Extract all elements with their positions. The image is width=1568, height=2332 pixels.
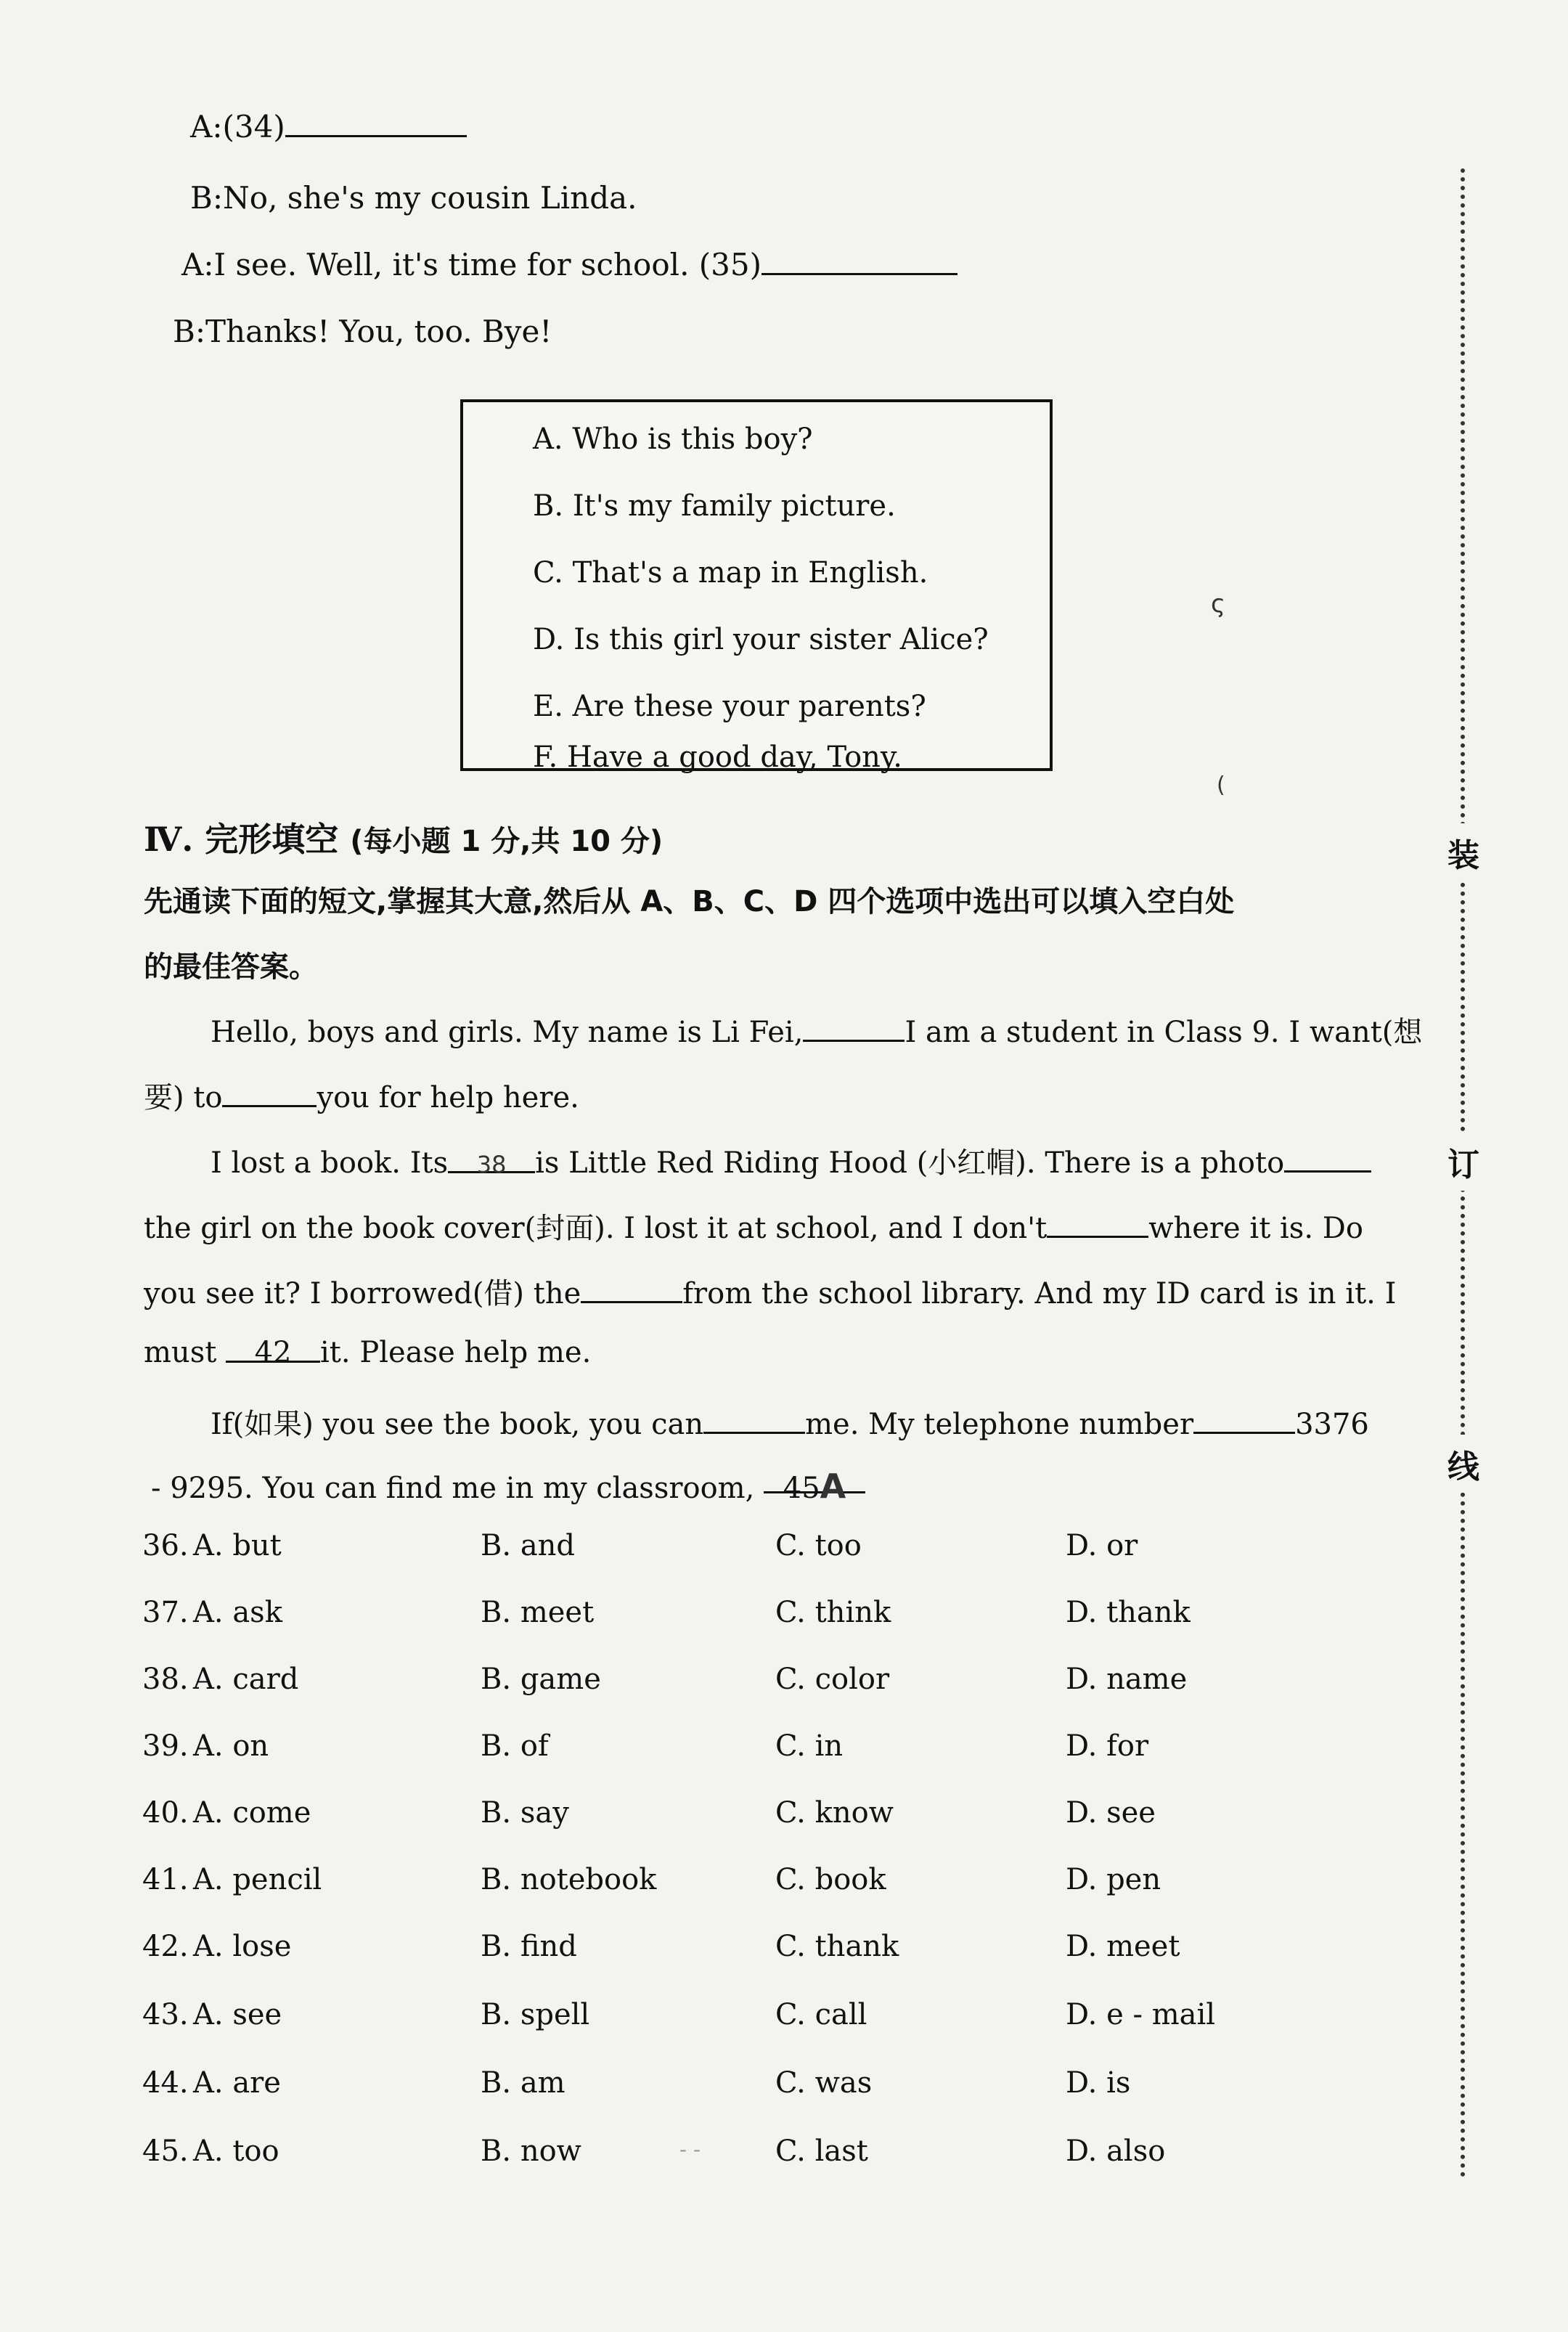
speaker-label: A: [190, 109, 213, 144]
stray-mark-icon: - -: [679, 2137, 701, 2161]
section-title: [144, 813, 663, 861]
question-number: 36.: [142, 1529, 189, 1562]
choice-b[interactable]: B. of: [481, 1729, 549, 1763]
question-number: 40.: [142, 1796, 189, 1830]
option-c: C. That's a map in English.: [533, 556, 928, 590]
choice-b[interactable]: B. spell: [481, 1998, 590, 2031]
option-f: F. Have a good day, Tony.: [533, 741, 902, 774]
choice-a[interactable]: A. see: [193, 1998, 282, 2031]
speaker-label: B: [190, 180, 213, 216]
choice-c[interactable]: C. color: [775, 1663, 890, 1696]
choice-c[interactable]: C. book: [775, 1863, 886, 1896]
dialogue-options-box: [460, 399, 1053, 774]
dialogue-line-34: A:(34): [190, 109, 467, 144]
dialogue-text: Thanks! You, too. Bye!: [205, 314, 552, 349]
blank-41[interactable]: [581, 1276, 682, 1303]
dialogue-line-35: A:I see. Well, it's time for school. (35): [181, 247, 957, 282]
choice-b[interactable]: B. meet: [481, 1596, 595, 1629]
choice-a[interactable]: A. card: [193, 1663, 299, 1696]
choice-d[interactable]: D. for: [1066, 1729, 1149, 1763]
option-e: E. Are these your parents?: [533, 690, 926, 723]
instruction-line-2: 的最佳答案。: [144, 950, 318, 984]
pen-mark-icon: (: [1217, 772, 1225, 798]
section-number: Ⅳ.: [144, 820, 194, 859]
pen-mark-icon: ς: [1211, 590, 1225, 619]
choice-a[interactable]: A. are: [193, 2066, 281, 2100]
choice-a[interactable]: A. but: [193, 1529, 282, 1562]
passage-line-3: I lost a book. Its 38 is Little Red Riding Hood (小红帽). There is a photo: [211, 1140, 1371, 1181]
choice-d[interactable]: D. thank: [1066, 1596, 1191, 1629]
blank-40[interactable]: [1047, 1211, 1148, 1238]
blank-42[interactable]: 42: [226, 1336, 320, 1363]
choice-c[interactable]: C. thank: [775, 1930, 899, 1963]
choice-d[interactable]: D. or: [1066, 1529, 1138, 1562]
passage-line-5: you see it? I borrowed(借) the from the school library. And my ID card is in it. I: [144, 1277, 1397, 1310]
choice-b[interactable]: B. and: [481, 1529, 576, 1562]
option-b: B. It's my family picture.: [533, 489, 896, 523]
choice-a[interactable]: A. come: [193, 1796, 311, 1830]
choice-a[interactable]: A. pencil: [193, 1863, 322, 1896]
choice-d[interactable]: D. is: [1066, 2066, 1131, 2100]
blank-number: (34): [222, 109, 285, 144]
choice-b[interactable]: B. say: [481, 1796, 569, 1830]
blank-36[interactable]: [803, 1015, 905, 1042]
option-d: D. Is this girl your sister Alice?: [533, 623, 989, 656]
passage-line-7: If(如果) you see the book, you can me. My telephone number 3376: [211, 1408, 1369, 1441]
choice-b[interactable]: B. am: [481, 2066, 565, 2100]
choice-a[interactable]: A. on: [193, 1729, 269, 1763]
choice-c[interactable]: C. too: [775, 1529, 862, 1562]
blank-43[interactable]: [703, 1407, 805, 1434]
choice-a[interactable]: A. lose: [193, 1930, 292, 1963]
section-name: 完形填空: [205, 820, 339, 859]
choice-a[interactable]: A. too: [193, 2135, 279, 2168]
option-a: A. Who is this boy?: [533, 423, 813, 456]
choice-c[interactable]: C. think: [775, 1596, 891, 1629]
dialogue-line-4: B:Thanks! You, too. Bye!: [173, 314, 552, 349]
passage-line-8: - 9295. You can find me in my classroom, 45A: [151, 1467, 865, 1505]
question-number: 38.: [142, 1663, 189, 1696]
question-number: 39.: [142, 1729, 189, 1763]
blank-44[interactable]: [1193, 1407, 1295, 1434]
speaker-label: B: [173, 314, 195, 349]
question-number: 45.: [142, 2135, 189, 2168]
choice-b[interactable]: B. now: [481, 2135, 581, 2168]
choice-d[interactable]: D. pen: [1066, 1863, 1161, 1896]
dialogue-line-2: B:No, she's my cousin Linda.: [190, 180, 637, 216]
dialogue-text: No, she's my cousin Linda.: [223, 180, 637, 216]
speaker-label: A: [181, 247, 204, 282]
binding-label-zhuang: 装: [1443, 823, 1484, 881]
blank-38[interactable]: 38: [448, 1146, 535, 1173]
binding-label-ding: 订: [1443, 1133, 1484, 1191]
answer-blank-35[interactable]: [761, 248, 957, 275]
question-number: 44.: [142, 2066, 189, 2100]
choice-d[interactable]: D. name: [1066, 1663, 1188, 1696]
question-number: 42.: [142, 1930, 189, 1963]
choice-c[interactable]: C. in: [775, 1729, 844, 1763]
choice-a[interactable]: A. ask: [193, 1596, 282, 1629]
question-number: 43.: [142, 1998, 189, 2031]
choice-d[interactable]: D. see: [1066, 1796, 1156, 1830]
choice-d[interactable]: D. meet: [1066, 1930, 1180, 1963]
passage-line-1: Hello, boys and girls. My name is Li Fei, I am a student in Class 9. I want(想: [211, 1016, 1423, 1049]
dialogue-text: I see. Well, it's time for school. (35): [213, 247, 761, 282]
choice-c[interactable]: C. know: [775, 1796, 894, 1830]
binding-label-xian: 线: [1443, 1435, 1484, 1493]
passage-line-2: 要) to you for help here.: [144, 1081, 579, 1114]
question-number: 41.: [142, 1863, 189, 1896]
choice-c[interactable]: C. call: [775, 1998, 867, 2031]
choice-b[interactable]: B. notebook: [481, 1863, 657, 1896]
choice-b[interactable]: B. game: [481, 1663, 601, 1696]
blank-45[interactable]: 45A: [764, 1467, 865, 1493]
answer-blank-34[interactable]: [285, 110, 467, 137]
choice-b[interactable]: B. find: [481, 1930, 577, 1963]
choice-d[interactable]: D. e - mail: [1066, 1998, 1216, 2031]
blank-39[interactable]: [1284, 1146, 1371, 1173]
passage-line-4: the girl on the book cover(封面). I lost it at school, and I don't where it is. Do: [144, 1212, 1363, 1245]
choice-c[interactable]: C. last: [775, 2135, 868, 2168]
section-score-note: (每小题 1 分,共 10 分): [350, 825, 663, 858]
choice-d[interactable]: D. also: [1066, 2135, 1166, 2168]
passage-line-6: must 42 it. Please help me.: [144, 1336, 592, 1369]
question-number: 37.: [142, 1596, 189, 1629]
choice-c[interactable]: C. was: [775, 2066, 873, 2100]
instruction-line-1: 先通读下面的短文,掌握其大意,然后从 A、B、C、D 四个选项中选出可以填入空白处: [144, 885, 1235, 918]
blank-37[interactable]: [222, 1080, 317, 1107]
